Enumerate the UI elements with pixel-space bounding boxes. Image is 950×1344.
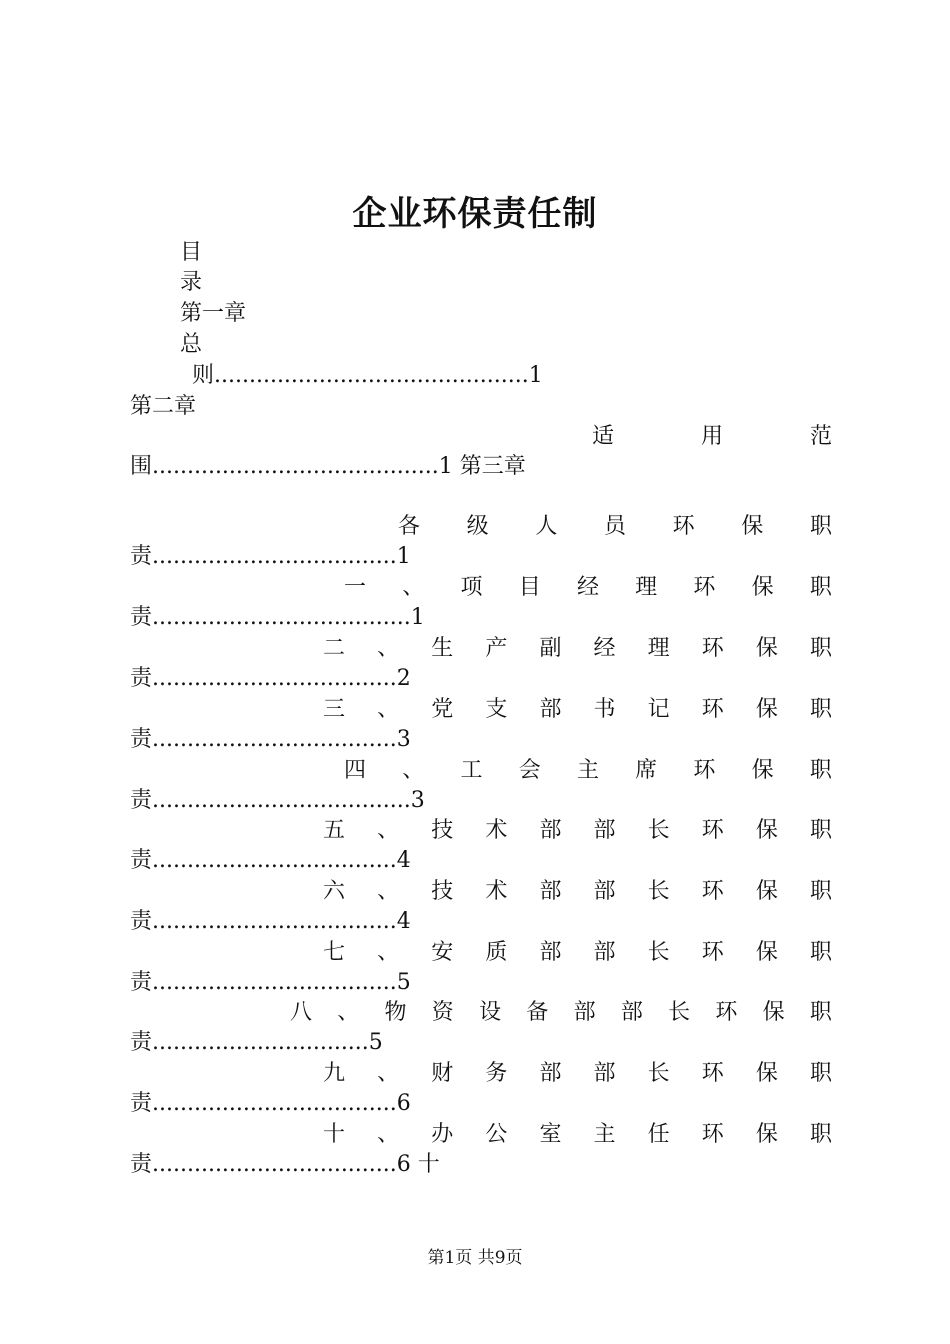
toc-item-1-title [344,573,832,603]
toc-char: 部 [539,818,562,843]
toc-char: 六 [323,879,346,904]
toc-char: 设 [479,1000,502,1025]
toc-chapter-1-title-part: 总 [180,332,203,357]
toc-chapter-2-entry: 围.........................................1 第三章 [130,454,526,479]
toc-char: 任 [647,1122,670,1147]
toc-char: 保 [762,1000,785,1025]
toc-char: 、 [377,818,400,843]
toc-char: 财 [431,1061,454,1086]
toc-char: 经 [593,636,616,661]
toc-item-10-entry: 责...................................6 十 [130,1152,440,1177]
toc-item-1-entry: 责.....................................1 [130,605,425,630]
toc-char: 环 [701,1061,724,1086]
toc-char: 务 [485,1061,508,1086]
toc-char: 部 [593,1061,616,1086]
toc-char: 职 [809,818,832,843]
toc-chapter-3-entry: 责...................................1 [130,544,411,569]
toc-char: 、 [402,575,425,600]
toc-char: 物 [384,1000,407,1025]
toc-char: 技 [431,818,454,843]
toc-char: 保 [755,1061,778,1086]
toc-char: 用 [700,424,723,449]
toc-char: 环 [701,940,724,965]
toc-item-9-entry: 责...................................6 [130,1091,411,1116]
toc-char: 部 [593,940,616,965]
toc-item-3-entry: 责...................................3 [130,727,411,752]
toc-char: 生 [431,636,454,661]
toc-char: 术 [485,879,508,904]
toc-char: 部 [620,1000,643,1025]
toc-char: 记 [647,697,670,722]
toc-char: 产 [485,636,508,661]
page-footer: 第1页 共9页 [427,1248,523,1268]
toc-chapter-1-label: 第一章 [180,301,247,326]
toc-char: 十 [323,1122,346,1147]
toc-char: 部 [593,879,616,904]
toc-char: 、 [402,758,425,783]
toc-char: 术 [485,818,508,843]
document-title: 企业环保责任制 [352,194,598,234]
toc-char: 环 [701,697,724,722]
toc-char: 长 [647,818,670,843]
toc-char: 保 [755,1122,778,1147]
toc-char: 部 [539,1061,562,1086]
toc-char: 七 [323,940,346,965]
toc-char: 长 [668,1000,691,1025]
toc-char: 保 [755,879,778,904]
toc-char: 长 [647,940,670,965]
toc-char: 项 [460,575,483,600]
toc-char: 会 [518,758,541,783]
toc-char: 职 [809,879,832,904]
toc-char: 环 [693,575,716,600]
toc-char: 书 [593,697,616,722]
toc-item-4-entry: 责.....................................3 [130,788,425,813]
toc-char: 公 [485,1122,508,1147]
toc-chapter-2-label: 第二章 [130,394,197,419]
toc-char: 环 [672,514,695,539]
toc-char: 一 [344,575,367,600]
toc-char: 员 [603,514,626,539]
toc-heading-2: 录 [180,270,203,295]
toc-char: 五 [323,818,346,843]
toc-char: 四 [344,758,367,783]
toc-char: 技 [431,879,454,904]
toc-char: 支 [485,697,508,722]
toc-item-2-title [323,634,832,664]
toc-char: 经 [576,575,599,600]
toc-char: 职 [809,1122,832,1147]
toc-char: 环 [701,879,724,904]
toc-char: 、 [377,636,400,661]
toc-char: 室 [539,1122,562,1147]
toc-char: 备 [526,1000,549,1025]
toc-item-4-title [344,756,832,786]
toc-char: 职 [809,636,832,661]
toc-char: 、 [377,1122,400,1147]
toc-char: 三 [323,697,346,722]
toc-item-9-title [323,1059,832,1089]
toc-char: 职 [809,575,832,600]
toc-item-8-entry: 责...............................5 [130,1030,383,1055]
toc-char: 办 [431,1122,454,1147]
toc-item-7-title [323,938,832,968]
toc-char: 、 [337,1000,360,1025]
toc-char: 、 [377,940,400,965]
toc-heading-1: 目 [180,240,203,265]
toc-char: 安 [431,940,454,965]
toc-char: 保 [741,514,764,539]
toc-item-5-title [323,816,832,846]
toc-char: 职 [809,940,832,965]
toc-item-5-entry: 责...................................4 [130,848,411,873]
toc-char: 职 [809,1061,832,1086]
toc-item-8-title [290,998,832,1028]
toc-item-3-title [323,695,832,725]
toc-char: 部 [539,879,562,904]
toc-chapter-2-title [592,422,832,452]
toc-char: 保 [755,636,778,661]
toc-char: 保 [751,758,774,783]
toc-char: 人 [535,514,558,539]
toc-char: 范 [809,424,832,449]
toc-char: 席 [635,758,658,783]
toc-item-6-title [323,877,832,907]
toc-char: 环 [693,758,716,783]
toc-char: 、 [377,1061,400,1086]
toc-char: 质 [485,940,508,965]
toc-char: 、 [377,697,400,722]
toc-item-2-entry: 责...................................2 [130,666,411,691]
toc-char: 环 [715,1000,738,1025]
toc-char: 主 [576,758,599,783]
toc-chapter-1-entry: 则.............................................1 [192,363,543,388]
toc-char: 保 [755,697,778,722]
toc-char: 部 [593,818,616,843]
toc-char: 目 [518,575,541,600]
toc-char: 长 [647,1061,670,1086]
toc-char: 资 [431,1000,454,1025]
toc-char: 部 [539,697,562,722]
toc-char: 副 [539,636,562,661]
toc-char: 保 [755,940,778,965]
toc-char: 主 [593,1122,616,1147]
toc-char: 九 [323,1061,346,1086]
toc-char: 保 [755,818,778,843]
toc-char: 长 [647,879,670,904]
toc-char: 环 [701,818,724,843]
toc-char: 部 [539,940,562,965]
toc-chapter-3-title [398,512,832,542]
toc-char: 职 [809,697,832,722]
toc-char: 二 [323,636,346,661]
toc-char: 职 [809,758,832,783]
toc-char: 职 [809,514,832,539]
toc-char: 各 [398,514,421,539]
toc-char: 八 [290,1000,313,1025]
toc-char: 适 [592,424,615,449]
toc-char: 保 [751,575,774,600]
toc-char: 级 [466,514,489,539]
toc-item-7-entry: 责...................................5 [130,970,411,995]
toc-char: 党 [431,697,454,722]
toc-item-6-entry: 责...................................4 [130,909,411,934]
toc-item-10-title [323,1120,832,1150]
toc-char: 、 [377,879,400,904]
toc-char: 环 [701,636,724,661]
toc-char: 工 [460,758,483,783]
toc-char: 理 [647,636,670,661]
toc-char: 职 [809,1000,832,1025]
toc-char: 部 [573,1000,596,1025]
toc-char: 环 [701,1122,724,1147]
toc-char: 理 [635,575,658,600]
